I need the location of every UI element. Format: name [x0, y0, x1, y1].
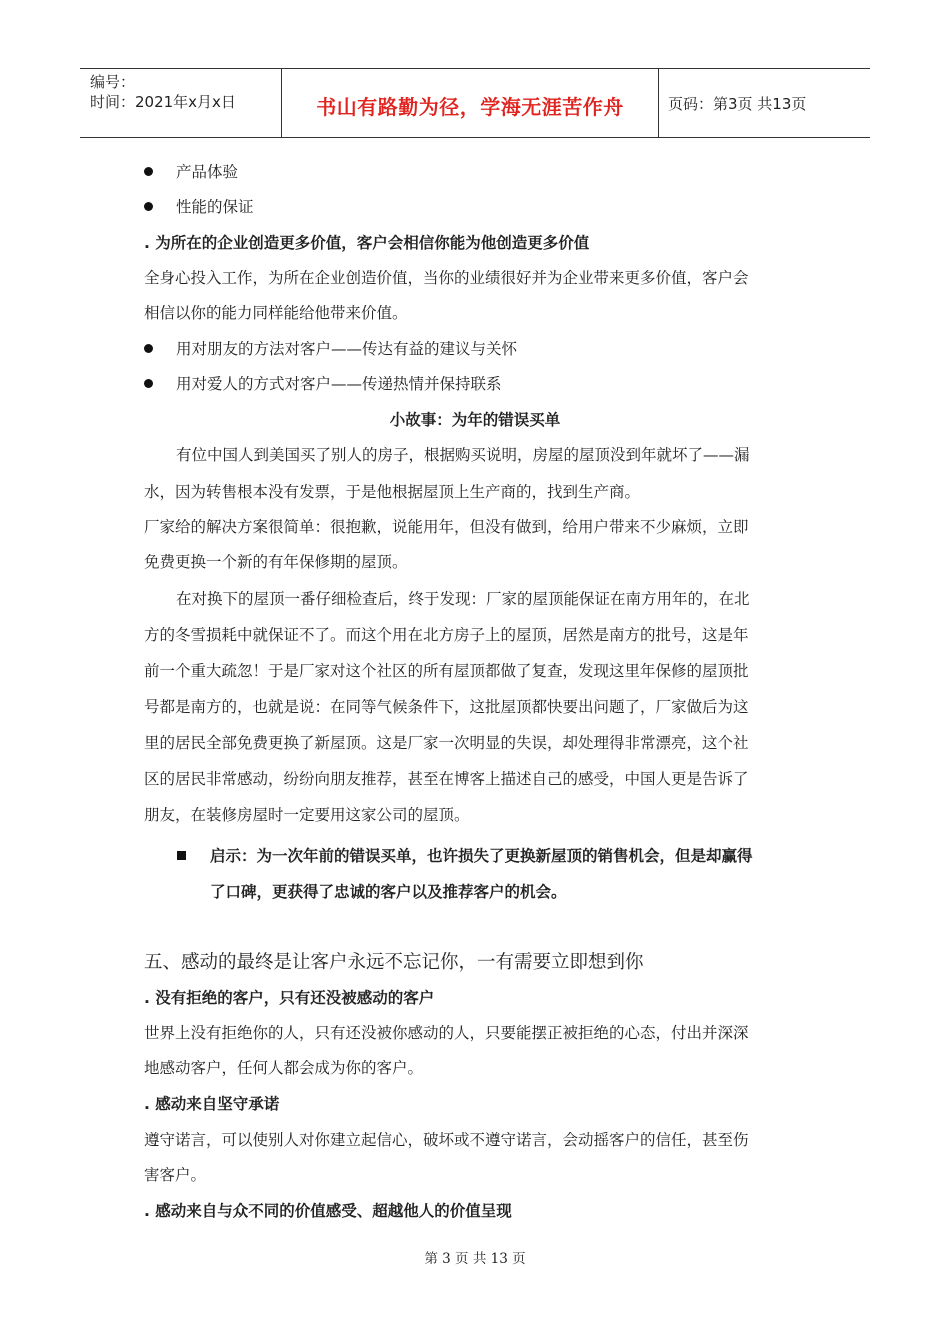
- header-right-cell: [658, 69, 870, 137]
- bullet-dot-icon: [144, 344, 153, 353]
- bullet-dot-icon: [144, 167, 153, 176]
- page-footer: 第 3 页 共 13 页: [424, 1251, 526, 1267]
- header-page-info: 页码：第3页 共13页: [668, 95, 807, 113]
- insight-line: 启示：为一次年前的错误买单，也许损失了更换新屋顶的销售机会，但是却赢得: [177, 844, 753, 866]
- paragraph-line: 相信以你的能力同样能给他带来价值。: [144, 304, 408, 322]
- story-title: 小故事：为年的错误买单: [389, 411, 561, 429]
- square-bullet-icon: [177, 851, 186, 860]
- paragraph-line: 水，因为转售根本没有发票，于是他根据屋顶上生产商的，找到生产商。: [144, 483, 641, 501]
- header-center-cell: [281, 69, 659, 137]
- section-subheading: . 感动来自与众不同的价值感受、超越他人的价值呈现: [144, 1202, 512, 1220]
- paragraph-line: 里的居民全部免费更换了新屋顶。这是厂家一次明显的失误，却处理得非常漂亮，这个社: [144, 734, 749, 752]
- bullet-item: 性能的保证: [144, 195, 254, 217]
- bullet-dot-icon: [144, 379, 153, 388]
- paragraph-line: 前一个重大疏忽！于是厂家对这个社区的所有屋顶都做了复查，发现这里年保修的屋顶批: [144, 662, 749, 680]
- paragraph-line: 地感动客户，任何人都会成为你的客户。: [144, 1059, 424, 1077]
- header-motto: 书山有路勤为径，学海无涯苦作舟: [316, 95, 624, 119]
- paragraph-line: 区的居民非常感动，纷纷向朋友推荐，甚至在博客上描述自己的感受，中国人更是告诉了: [144, 770, 749, 788]
- bullet-item: 用对朋友的方法对客户——传达有益的建议与关怀: [144, 337, 517, 359]
- section-subheading: . 没有拒绝的客户，只有还没被感动的客户: [144, 989, 435, 1007]
- paragraph-line: 世界上没有拒绝你的人，只有还没被你感动的人，只要能摆正被拒绝的心态，付出并深深: [144, 1024, 749, 1042]
- paragraph-line: 免费更换一个新的有年保修期的屋顶。: [144, 553, 408, 571]
- paragraph-line: 害客户。: [144, 1166, 207, 1184]
- bullet-dot-icon: [144, 202, 153, 211]
- paragraph-line: 朋友，在装修房屋时一定要用这家公司的屋顶。: [144, 806, 470, 824]
- bullet-item: 用对爱人的方式对客户——传递热情并保持联系: [144, 372, 502, 394]
- bullet-item: 产品体验: [144, 160, 238, 182]
- paragraph-line: 号都是南方的，也就是说：在同等气候条件下，这批屋顶都快要出问题了，厂家做后为这: [144, 698, 749, 716]
- paragraph-line: 有位中国人到美国买了别人的房子，根据购买说明，房屋的屋顶没到年就坏了——漏: [176, 446, 750, 464]
- header-left-cell: [80, 69, 280, 137]
- insight-line: 了口碑，更获得了忠诚的客户以及推荐客户的机会。: [210, 883, 567, 901]
- paragraph-line: 在对换下的屋顶一番仔细检查后，终于发现：厂家的屋顶能保证在南方用年的，在北: [176, 590, 750, 608]
- paragraph-line: 厂家给的解决方案很简单：很抱歉，说能用年，但没有做到，给用户带来不少麻烦，立即: [144, 518, 749, 536]
- paragraph-line: 遵守诺言，可以使别人对你建立起信心，破坏或不遵守诺言，会动摇客户的信任，甚至伤: [144, 1131, 749, 1149]
- serial-number-label: 编号：: [90, 73, 136, 91]
- paragraph-line: 全身心投入工作，为所在企业创造价值，当你的业绩很好并为企业带来更多价值，客户会: [144, 269, 749, 287]
- section-subheading: . 感动来自坚守承诺: [144, 1095, 280, 1113]
- section-subheading: . 为所在的企业创造更多价值，客户会相信你能为他创造更多价值: [144, 234, 590, 252]
- date-label: 时间：2021年x月x日: [90, 93, 236, 111]
- paragraph-line: 方的冬雪损耗中就保证不了。而这个用在北方房子上的屋顶，居然是南方的批号，这是年: [144, 626, 749, 644]
- page-header-table: [80, 68, 870, 138]
- section-heading: 五、感动的最终是让客户永远不忘记你，一有需要立即想到你: [144, 952, 644, 973]
